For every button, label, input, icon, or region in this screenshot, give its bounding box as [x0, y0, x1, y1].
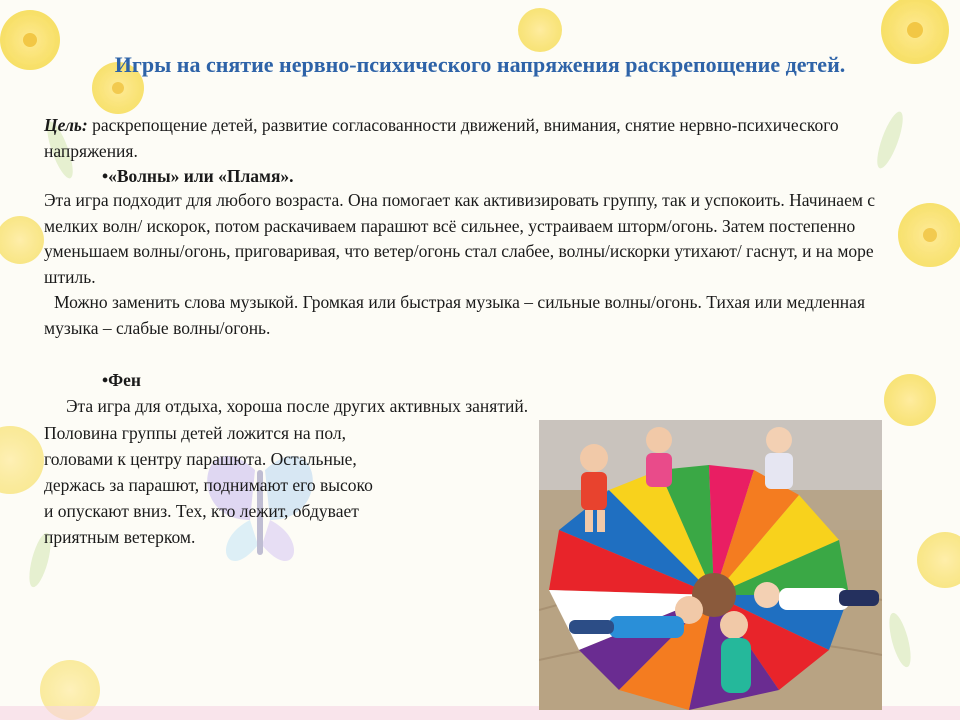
children-with-parachute-photo	[539, 420, 882, 710]
goal-label: Цель:	[44, 115, 88, 135]
child-figure	[765, 427, 793, 489]
game1-description: Эта игра подходит для любого возраста. Она помогает как активизировать группу, так и успокоить. Начинаем с мелких волн/ искорок, потом раскачиваем парашют всё сильнее, устраиваем шторм/огонь. Затем постепенно уменьшаем волны/огонь, приговаривая, что ветер/огонь стал слабее, волны/искорки утихают/ гаснут, и на море штиль.	[44, 190, 876, 287]
game2-line: и опускают вниз. Тех, кто лежит, обдувает	[44, 501, 359, 521]
child-figure	[646, 427, 672, 487]
child-figure	[720, 611, 751, 693]
slide-title: Игры на снятие нервно-психического напряжения раскрепощение детей.	[114, 52, 846, 77]
game2-heading: •Фен	[102, 370, 142, 390]
game2-intro: Эта игра для отдыха, хороша после других активных занятий.	[66, 396, 529, 416]
game2-line: приятным ветерком.	[44, 527, 196, 547]
game1-music-note: Можно заменить слова музыкой. Громкая или быстрая музыка – сильные волны/огонь. Тихая или медленная музыка – слабые волны/огонь.	[44, 292, 865, 338]
game2-line: держась за парашют, поднимают его высоко	[44, 475, 373, 495]
game1-heading: •«Волны» или «Пламя».	[102, 166, 294, 186]
game2-description	[44, 420, 464, 550]
game2-line: головами к центру парашюта. Остальные,	[44, 449, 357, 469]
goal-text: раскрепощение детей, развитие согласованности движений, внимания, снятие нервно-психического напряжения.	[44, 115, 839, 161]
game2-line: Половина группы детей ложится на пол,	[44, 423, 346, 443]
goal-paragraph	[44, 113, 904, 164]
